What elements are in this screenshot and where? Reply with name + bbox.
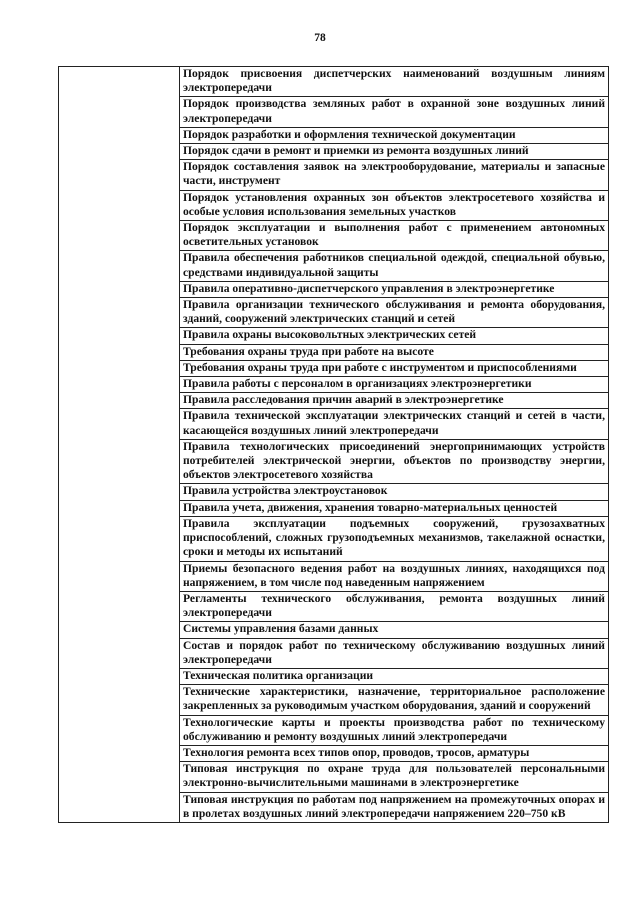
table-cell — [180, 622, 609, 638]
row-text: Состав и порядок работ по техническому обслуживанию воздушных линий электропередачи — [183, 638, 605, 666]
row-text: Порядок разработки и оформления технической документации — [183, 127, 516, 141]
table-cell — [180, 190, 609, 220]
knowledge-table — [58, 66, 609, 823]
table-cell — [180, 685, 609, 715]
row-text: Правила учета, движения, хранения товарно-материальных ценностей — [183, 500, 558, 514]
row-text: Порядок сдачи в ремонт и приемки из ремонта воздушных линий — [183, 144, 529, 158]
row-text: Технология ремонта всех типов опор, проводов, тросов, арматуры — [183, 745, 530, 759]
row-text: Правила эксплуатации подъемных сооружений, грузозахватных приспособлений, сложных грузоподъемных механизмов, такелажной оснастки, сроки и методы их испытаний — [183, 516, 605, 559]
row-text: Правила расследования причин аварий в электроэнергетике — [183, 393, 504, 407]
row-text: Порядок установления охранных зон объектов электросетевого хозяйства и особые условия использования земельных участков — [183, 190, 605, 218]
table-cell — [180, 144, 609, 160]
table-cell — [180, 516, 609, 561]
row-text: Правила охраны высоковольтных электрических сетей — [183, 328, 477, 342]
row-text: Системы управления базами данных — [183, 622, 379, 636]
table-cell — [180, 328, 609, 344]
row-text: Техническая политика организации — [183, 668, 374, 682]
table-cell — [180, 762, 609, 792]
table-cell — [180, 668, 609, 684]
table-cell — [180, 127, 609, 143]
row-text: Типовая инструкция по охране труда для пользователей персональными электронно-вычислительными машинами в электроэнергетике — [183, 762, 605, 790]
table-cell — [180, 439, 609, 484]
table-cell — [180, 561, 609, 591]
row-text: Правила работы с персоналом в организациях электроэнергетики — [183, 377, 532, 391]
table-cell — [180, 67, 609, 97]
row-text: Правила обеспечения работников специальной одеждой, специальной обувью, средствами индивидуальной защиты — [183, 251, 605, 279]
table-cell — [180, 393, 609, 409]
table-cell — [180, 360, 609, 376]
table-cell — [180, 500, 609, 516]
row-text: Порядок производства земляных работ в охранной зоне воздушных линий электропередачи — [183, 97, 605, 125]
table-cell — [180, 745, 609, 761]
row-text: Технологические карты и проекты производства работ по техническому обслуживанию и ремонту воздушных линий электропередачи — [183, 715, 605, 743]
row-text: Типовая инструкция по работам под напряжением на промежуточных опорах и в пролетах воздушных линий электропередачи напряжением 220–750 кВ — [183, 792, 605, 820]
row-text: Приемы безопасного ведения работ на воздушных линиях, находящихся под напряжением, в том числе под наведенным напряжением — [183, 561, 605, 589]
table-cell — [180, 221, 609, 251]
table-cell — [180, 251, 609, 281]
row-text: Правила устройства электроустановок — [183, 484, 388, 498]
row-text: Правила технической эксплуатации электрических станций и сетей в части, касающейся воздушных линий электропередачи — [183, 409, 605, 437]
table-cell — [180, 715, 609, 745]
row-text: Требования охраны труда при работе с инструментом и приспособлениями — [183, 360, 577, 374]
table-cell — [180, 484, 609, 500]
row-text: Требования охраны труда при работе на высоте — [183, 344, 434, 358]
table-cell — [180, 298, 609, 328]
row-text: Порядок присвоения диспетчерских наименований воздушным линиям электропередачи — [183, 67, 605, 95]
table-cell — [180, 97, 609, 127]
table-cell — [180, 409, 609, 439]
table-cell — [180, 591, 609, 621]
row-text: Правила организации технического обслуживания и ремонта оборудования, зданий, сооружений электрических станций и сетей — [183, 298, 605, 326]
row-text: Порядок составления заявок на электрооборудование, материалы и запасные части, инструмент — [183, 160, 605, 188]
row-text: Правила оперативно-диспетчерского управления в электроэнергетике — [183, 281, 555, 295]
row-text: Регламенты технического обслуживания, ремонта воздушных линий электропередачи — [183, 591, 605, 620]
table-cell — [180, 281, 609, 297]
table-body — [59, 67, 609, 823]
table-cell — [180, 638, 609, 668]
row-text: Технические характеристики, назначение, территориальное расположение закрепленных за руководимым участком оборудования, зданий и сооружений — [183, 685, 605, 713]
table-row — [59, 67, 609, 97]
row-text: Порядок эксплуатации и выполнения работ с применением автономных осветительных установок — [183, 221, 605, 249]
table-cell — [180, 792, 609, 822]
row-text: Правила технологических присоединений энергопринимающих устройств потребителей электрической энергии, объектов по производству энергии, объектов электросетевого хозяйства — [183, 439, 605, 482]
table-cell — [180, 160, 609, 190]
table-cell — [180, 344, 609, 360]
left-merged-cell — [59, 67, 180, 823]
table-cell — [180, 377, 609, 393]
page-number: 78 — [314, 32, 326, 44]
